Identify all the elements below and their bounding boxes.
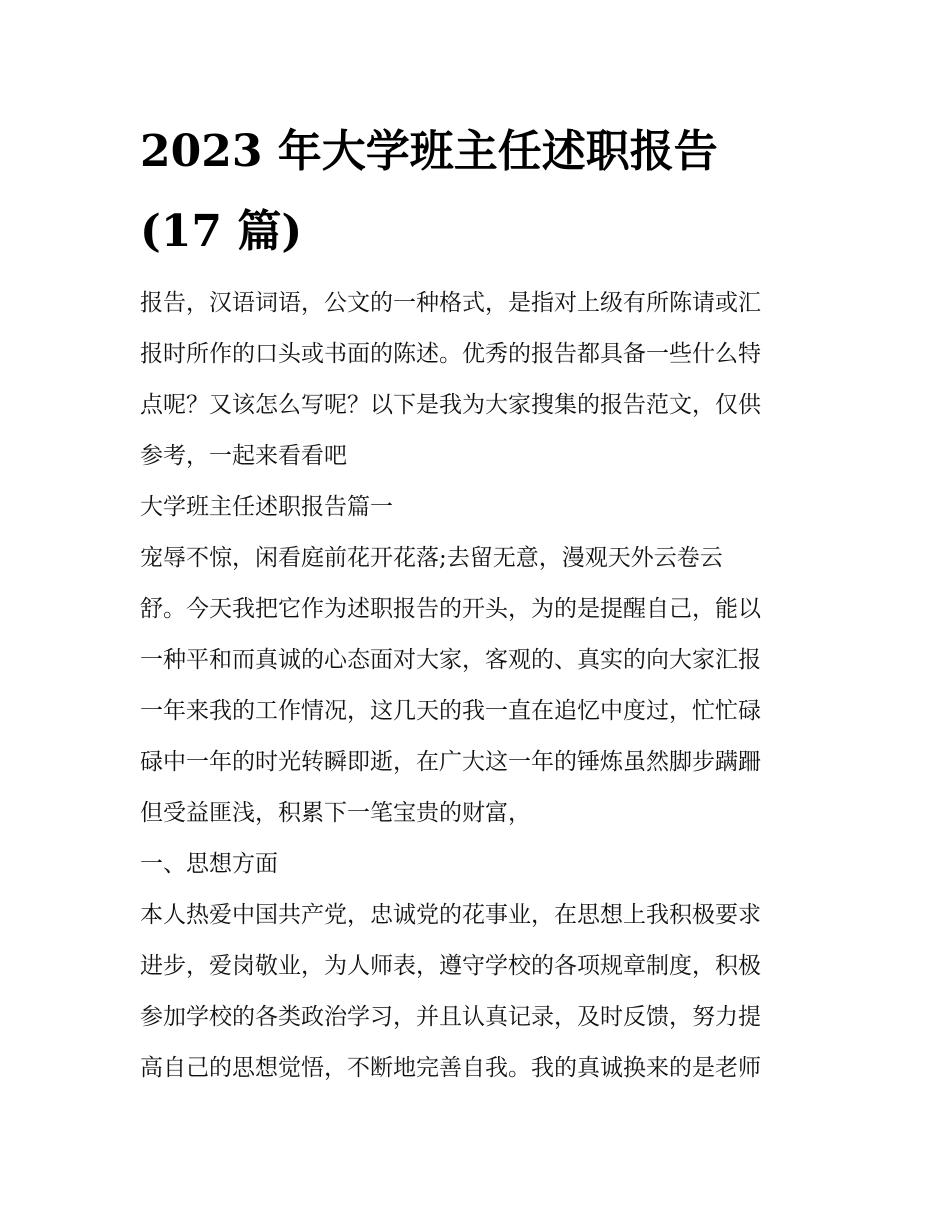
section-heading: 大学班主任述职报告篇一	[140, 494, 393, 520]
paragraph-line: 宠辱不惊，闲看庭前花开花落;去留无意，漫观天外云卷云	[140, 545, 723, 571]
paragraph-line: 舒。今天我把它作为述职报告的开头，为的是提醒自己，能以	[140, 596, 761, 622]
paragraph-line: 进步，爱岗敬业，为人师表，遵守学校的各项规章制度，积极	[140, 953, 761, 979]
paragraph-line: 碌中一年的时光转瞬即逝，在广大这一年的锤炼虽然脚步蹒跚	[140, 749, 761, 775]
paragraph-line: 报告，汉语词语，公文的一种格式，是指对上级有所陈请或汇	[140, 290, 761, 316]
subsection-heading: 一、思想方面	[140, 851, 278, 877]
document-title-line-2: (17 篇)	[140, 206, 303, 257]
paragraph-line: 点呢？又该怎么写呢？以下是我为大家搜集的报告范文，仅供	[140, 392, 761, 418]
paragraph-line: 但受益匪浅，积累下一笔宝贵的财富，	[140, 800, 531, 826]
document-body	[140, 278, 820, 1094]
paragraph-line: 高自己的思想觉悟，不断地完善自我。我的真诚换来的是老师	[140, 1055, 761, 1081]
paragraph-line: 参加学校的各类政治学习，并且认真记录，及时反馈，努力提	[140, 1004, 761, 1030]
paragraph-line: 参考，一起来看看吧	[140, 443, 347, 469]
paragraph-line: 报时所作的口头或书面的陈述。优秀的报告都具备一些什么特	[140, 341, 761, 367]
paragraph-line: 一年来我的工作情况，这几天的我一直在追忆中度过，忙忙碌	[140, 698, 761, 724]
paragraph-line: 本人热爱中国共产党，忠诚党的花事业，在思想上我积极要求	[140, 902, 761, 928]
document-title-line-1: 2023 年大学班主任述职报告	[140, 126, 718, 177]
document-title	[140, 112, 820, 272]
paragraph-line: 一种平和而真诚的心态面对大家，客观的、真实的向大家汇报	[140, 647, 761, 673]
